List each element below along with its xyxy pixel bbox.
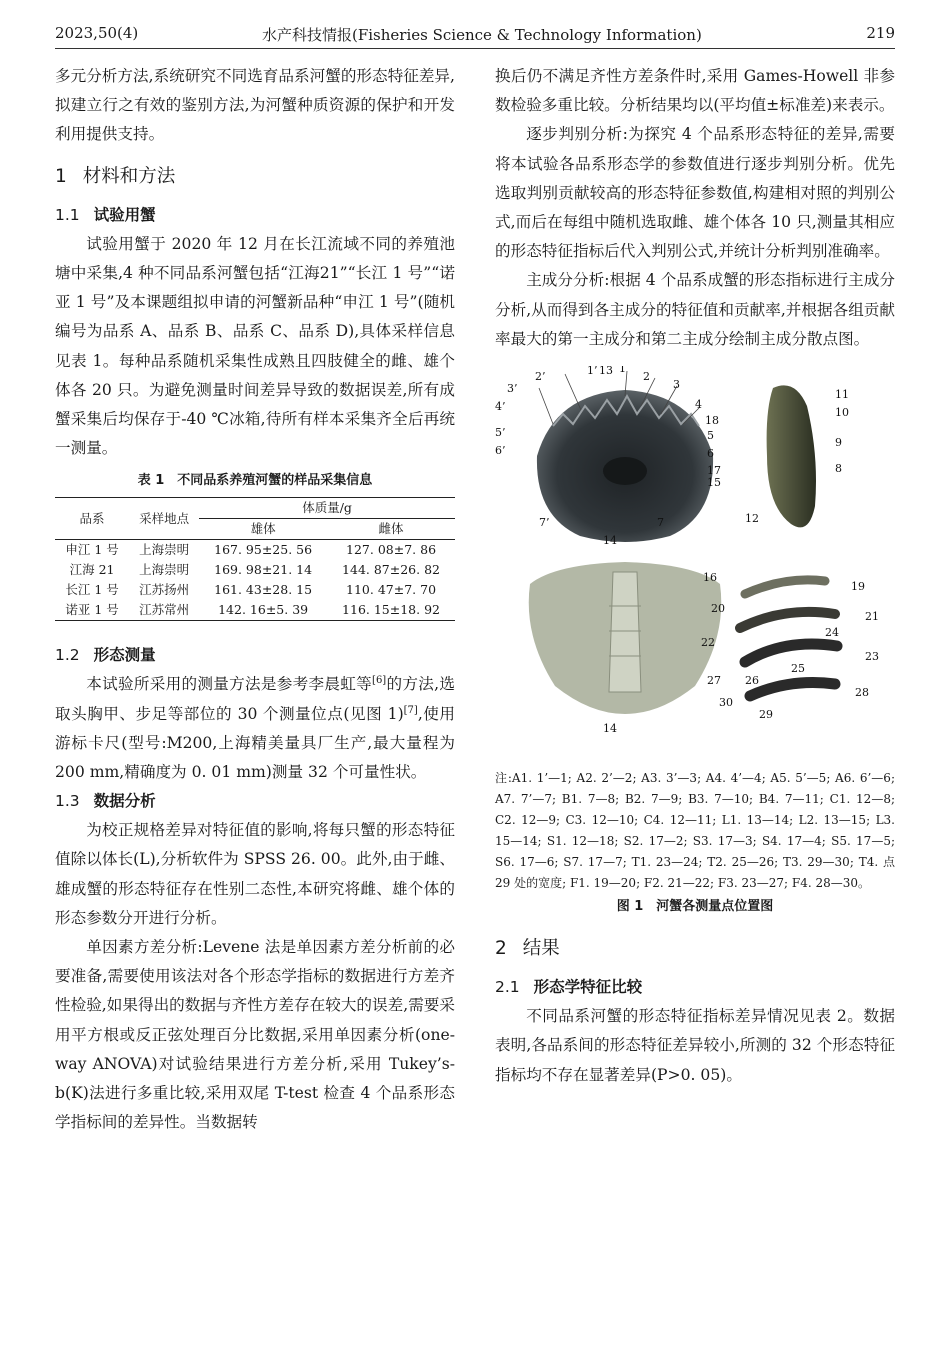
svg-text:26: 26 (745, 674, 759, 688)
col-strain: 品系 (55, 498, 129, 540)
intro-paragraph: 多元分析方法,系统研究不同选育品系河蟹的形态特征差异,拟建立行之有效的鉴别方法,为河蟹种质资源的保护和开发利用提供支持。 (55, 67, 455, 144)
section-2-1-heading: 2.1 形态学特征比较 (495, 978, 643, 997)
col-male: 雄体 (199, 519, 327, 540)
table-row: 申江 1 号 上海崇明 167. 95±25. 56 127. 08±7. 86 (65, 542, 437, 558)
svg-text:19: 19 (851, 580, 865, 594)
col-female: 雌体 (327, 519, 455, 540)
svg-text:29: 29 (759, 708, 773, 722)
svg-text:15: 15 (707, 476, 721, 490)
svg-text:6’: 6’ (495, 444, 506, 458)
running-header (55, 22, 895, 49)
svg-text:10: 10 (835, 406, 849, 420)
journal-volume: 2023,50(4) (55, 24, 139, 42)
svg-text:13: 13 (599, 366, 613, 378)
svg-text:4: 4 (695, 398, 702, 412)
table-row: 江海 21 上海崇明 169. 98±21. 14 144. 87±26. 82 (69, 562, 440, 578)
svg-text:14: 14 (603, 722, 617, 736)
section-1-2-heading: 1.2 形态测量 (55, 646, 156, 665)
svg-text:1’: 1’ (587, 366, 598, 378)
svg-text:21: 21 (865, 610, 879, 624)
svg-text:7’: 7’ (539, 516, 550, 530)
section-2-heading: 2 结果 (495, 938, 560, 960)
svg-text:6: 6 (707, 447, 714, 461)
svg-text:9: 9 (835, 436, 842, 450)
figure-1 (495, 366, 895, 764)
crab-side-view-image (767, 385, 816, 527)
svg-text:14: 14 (603, 534, 617, 548)
svg-text:23: 23 (865, 650, 879, 664)
svg-text:5: 5 (707, 429, 714, 443)
paragraph-1-3: 为校正规格差异对特征值的影响,将每只蟹的形态特征值除以体长(L),分析软件为 SPSS 26. 00。此外,由于雌、雄成蟹的形态特征存在性别二态性,本研究将雌、雄个体的形态参数分开进行分析。 (55, 821, 455, 927)
figure-1-caption: 图 1 河蟹各测量点位置图 (616, 899, 774, 915)
paragraph-1-1: 试验用蟹于 2020 年 12 月在长江流域不同的养殖池塘中采集,4 种不同品系河蟹包括“江海21”“长江 1 号”“诺亚 1 号”及本课题组拟申请的河蟹新品种“申江 1 号”(随机编号为品系 A、品系 B、品系 C、品系 D),具体采样信息见表 1。每种品系随机采集性成熟且四肢健全的雌、雄个体各 20 只。为避免测量时间差异导致的数据误差,所有成蟹采集后均保存于-40 ℃冰箱,待所有样本采集齐全后再统一测量。 (55, 234, 455, 458)
left-column (55, 62, 455, 1137)
svg-text:2: 2 (643, 370, 650, 384)
journal-title: 水产科技情报(Fisheries Science & Technology Information) (262, 26, 702, 44)
citation-7[interactable]: [7] (403, 704, 418, 716)
sample-table (55, 497, 455, 621)
svg-text:2’: 2’ (535, 370, 546, 384)
right-column (495, 62, 895, 1090)
paragraph-2-1: 不同品系河蟹的形态特征指标差异情况见表 2。数据表明,各品系间的形态特征差异较小,所测的 32 个形态特征指标均不存在显著差异(P>0. 05)。 (495, 1007, 895, 1084)
table-row: 长江 1 号 江苏扬州 161. 43±28. 15 110. 47±7. 70 (65, 582, 437, 598)
paragraph-stepwise: 逐步判别分析:为探究 4 个品系形态特征的差异,需要将本试验各品系形态学的参数值进行逐步判别分析。优先选取判别贡献较高的形态特征参数值,构建相对照的判别公式,而后在每组中随机选取雌、雄个体各 10 只,测量其相应的形态特征指标后代入判别公式,并统计分析判别准确率。 (495, 125, 895, 261)
svg-text:5’: 5’ (495, 426, 506, 440)
table-row: 诺亚 1 号 江苏常州 142. 16±5. 39 116. 15±18. 92 (55, 600, 455, 621)
svg-text:8: 8 (835, 462, 842, 476)
svg-text:3: 3 (673, 378, 680, 392)
svg-text:24: 24 (825, 626, 839, 640)
svg-text:22: 22 (701, 636, 715, 650)
col-body-mass: 体质量/g (199, 498, 455, 519)
svg-text:28: 28 (855, 686, 869, 700)
paragraph-anova: 单因素方差分析:Levene 法是单因素方差分析前的必要准备,需要使用该法对各个形态学指标的数据进行方差齐性检验,如果得出的数据与齐性方差存在较大的误差,需要采用平方根或反正弦处理百分比数据,采用单因素分析(one-way ANOVA)对试验结果进行方差分析,采用 Tukey’s-b(K)法进行多重比较,采用双尾 T-test 检查 4 个品系形态学指标间的差异性。当数据转 (55, 938, 455, 1132)
paragraph-pca: 主成分分析:根据 4 个品系成蟹的形态指标进行主成分分析,从而得到各主成分的特征值和贡献率,并根据各组贡献率最大的第一主成分和第二主成分绘制主成分散点图。 (495, 271, 895, 348)
paragraph-1-2: 本试验所采用的测量方法是参考李晨虹等[6]的方法,选取头胸甲、步足等部位的 30 个测量位点(见图 1)[7],使用游标卡尺(型号:M200,上海精美量具厂生产,最大量程为 200 mm,精确度为 0. 01 mm)测量 32 个可量性状。 (55, 675, 455, 782)
section-1-1-heading: 1.1 试验用蟹 (55, 205, 156, 224)
col-site: 采样地点 (129, 498, 199, 540)
svg-text:30: 30 (719, 696, 733, 710)
svg-text:27: 27 (707, 674, 721, 688)
svg-text:25: 25 (791, 662, 805, 676)
svg-text:16: 16 (703, 571, 717, 585)
svg-text:1: 1 (619, 366, 626, 376)
citation-6[interactable]: [6] (372, 675, 387, 687)
figure-1-note: 注:A1. 1’—1; A2. 2’—2; A3. 3’—3; A4. 4’—4; A5. 5’—5; A6. 6’—6; A7. 7’—7; B1. 7—8; B2. 7—9; B3. 7—10; B4. 7—11; C1. 12—8; C2. 12—9; C3. 12—10; C4. 12—11; L1. 13—14; L2. 13—15; L3. 15—14; S1. 12—18; S2. 17—2; S3. 17—3; S4. 17—4; S5. 17—5; S6. 17—6; S7. 17—7; T1. 23—24; T2. 25—26; T3. 29—30; T4. 点 29 处的宽度; F1. 19—20; F2. 21—22; F3. 23—27; F4. 28—30。 (495, 771, 895, 891)
svg-text:7: 7 (657, 516, 664, 530)
svg-text:4’: 4’ (495, 400, 506, 414)
svg-text:20: 20 (711, 602, 725, 616)
page-number: 219 (866, 24, 895, 42)
svg-text:3’: 3’ (507, 382, 518, 396)
crab-measurement-figure (495, 366, 895, 764)
section-1-3-heading: 1.3 数据分析 (55, 792, 156, 811)
paragraph-continued: 换后仍不满足齐性方差条件时,采用 Games-Howell 非参数检验多重比较。分析结果均以(平均值±标准差)来表示。 (495, 67, 895, 115)
table-1-caption: 表 1 不同品系养殖河蟹的样品采集信息 (137, 473, 373, 489)
svg-text:11: 11 (835, 388, 849, 402)
svg-text:12: 12 (745, 512, 759, 526)
svg-text:18: 18 (705, 414, 719, 428)
section-1-heading: 1 材料和方法 (55, 165, 176, 187)
svg-text:17: 17 (707, 464, 721, 478)
